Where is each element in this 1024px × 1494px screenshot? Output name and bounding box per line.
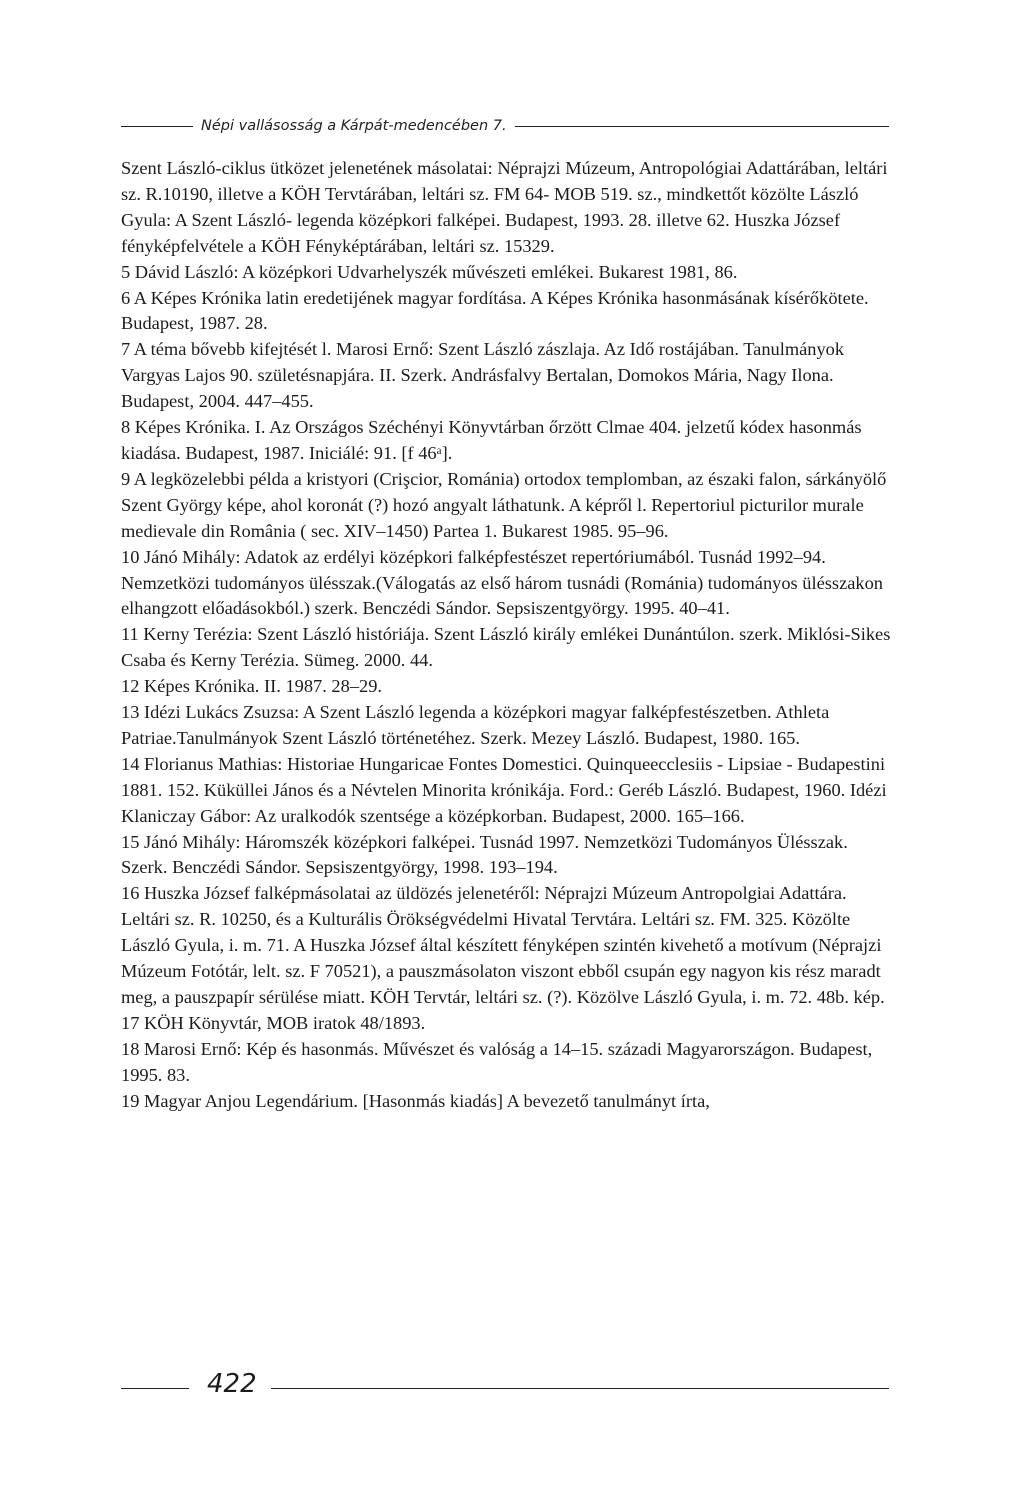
running-header-title: Népi vallásosság a Kárpát-medencében 7. (201, 118, 507, 134)
endnote-7: 7 A téma bővebb kifejtését l. Marosi Ernő: Szent László zászlaja. Az Idő rostájában. Tanulmányok Vargyas Lajos 90. születésnapjára. II. Szerk. Andrásfalvy Bertalan, Domokos Mária, Nagy Ilona. Budapest, 2004. 447–455. (121, 339, 845, 412)
endnote-17: 17 KÖH Könyvtár, MOB iratok 48/1893. (121, 1012, 426, 1033)
page-number: 422 (207, 1369, 257, 1399)
endnote-15: 15 Jánó Mihály: Háromszék középkori falképei. Tusnád 1997. Nemzetközi Tudományos Ülésszak. Szerk. Benczédi Sándor. Sepsiszentgyörgy, 1998. 193–194. (121, 831, 848, 878)
endnotes (121, 156, 893, 1115)
endnote-9: 9 A legközelebbi példa a kristyori (Crişcior, Románia) ortodox templomban, az északi falon, sárkányölő Szent György képe, ahol koronát (?) hozó angyalt láthatunk. A képről l. Repertoriul picturilor murale medievale din România ( sec. XIV–1450) Partea 1. Bukarest 1985. 95–96. (121, 468, 887, 541)
page-footer (121, 1369, 889, 1403)
endnote-6: 6 A Képes Krónika latin eredetijének magyar fordítása. A Képes Krónika hasonmásának kísérőkötete. Budapest, 1987. 28. (121, 287, 869, 334)
header-rule-right (515, 126, 889, 127)
running-header (121, 116, 889, 136)
endnote-18: 18 Marosi Ernő: Kép és hasonmás. Művészet és valóság a 14–15. századi Magyarországon. Budapest, 1995. 83. (121, 1038, 873, 1085)
footer-rule-right (271, 1388, 889, 1389)
endnote-13: 13 Idézi Lukács Zsuzsa: A Szent László legenda a középkori magyar falképfestészetben. Athleta Patriae.Tanulmányok Szent László történetéhez. Szerk. Mezey László. Budapest, 1980. 165. (121, 702, 830, 748)
endnote-11: 11 Kerny Terézia: Szent László históriája. Szent László király emlékei Dunántúlon. szerk. Miklósi-Sikes Csaba és Kerny Terézia. Sümeg. 2000. 44. (121, 624, 891, 671)
footer-rule-left (121, 1388, 189, 1389)
endnote-12: 12 Képes Krónika. II. 1987. 28–29. (121, 676, 382, 697)
endnote-16: 16 Huszka József falképmásolatai az üldözés jelenetéről: Néprajzi Múzeum Antropolgiai Adattára. Leltári sz. R. 10250, és a Kulturális Örökségvédelmi Hivatal Tervtára. Leltári sz. FM. 325. Közölte László Gyula, i. m. 71. A Huszka József által készített fényképen szintén kivehető a motívum (Néprajzi Múzeum Fotótár, lelt. sz. F 70521), a pauszmásolaton viszont ebből csupán egy nagyon kis rész maradt meg, a pauszpapír sérülése miatt. KÖH Tervtár, leltári sz. (?). Közölve László Gyula, i. m. 72. 48b. kép. (121, 883, 885, 1007)
endnote-10: 10 Jánó Mihály: Adatok az erdélyi középkori falképfestészet repertóriumából. Tusnád 1992–94. Nemzetközi tudományos ülésszak.(Válogatás az első három tusnádi (Románia) tudományos ülésszakon elhangzott előadásokból.) szerk. Benczédi Sándor. Sepsiszentgyörgy. 1995. 40–41. (121, 546, 883, 619)
endnote-4-continued: Szent László-ciklus ütközet jelenetének másolatai: Néprajzi Múzeum, Antropológiai Adattárában, leltári sz. R.10190, illetve a KÖH Tervtárában, leltári sz. FM 64- MOB 519. sz., mindkettőt közölte László Gyula: A Szent László- legenda középkori falképei. Budapest, 1993. 28. illetve 62. Huszka József fényképfelvétele a KÖH Fényképtárában, leltári sz. 15329. (121, 158, 888, 256)
endnote-14: 14 Florianus Mathias: Historiae Hungaricae Fontes Domestici. Quinqueecclesiis - Lipsiae - Budapestini 1881. 152. Küküllei János és a Névtelen Minorita krónikája. Ford.: Geréb László. Budapest, 1960. Idézi Klaniczay Gábor: Az uralkodók szentsége a középkorban. Budapest, 2000. 165–166. (121, 753, 887, 826)
endnote-8: 8 Képes Krónika. I. Az Országos Széchényi Könyvtárban őrzött Clmae 404. jelzetű kódex hasonmás kiadása. Budapest, 1987. Iniciálé: 91. [f 46ᵃ]. (121, 417, 862, 463)
endnote-19: 19 Magyar Anjou Legendárium. [Hasonmás kiadás] A bevezető tanulmányt írta, (121, 1090, 710, 1111)
endnote-5: 5 Dávid László: A középkori Udvarhelyszék művészeti emlékei. Bukarest 1981, 86. (121, 261, 738, 282)
header-rule-left (121, 126, 193, 127)
